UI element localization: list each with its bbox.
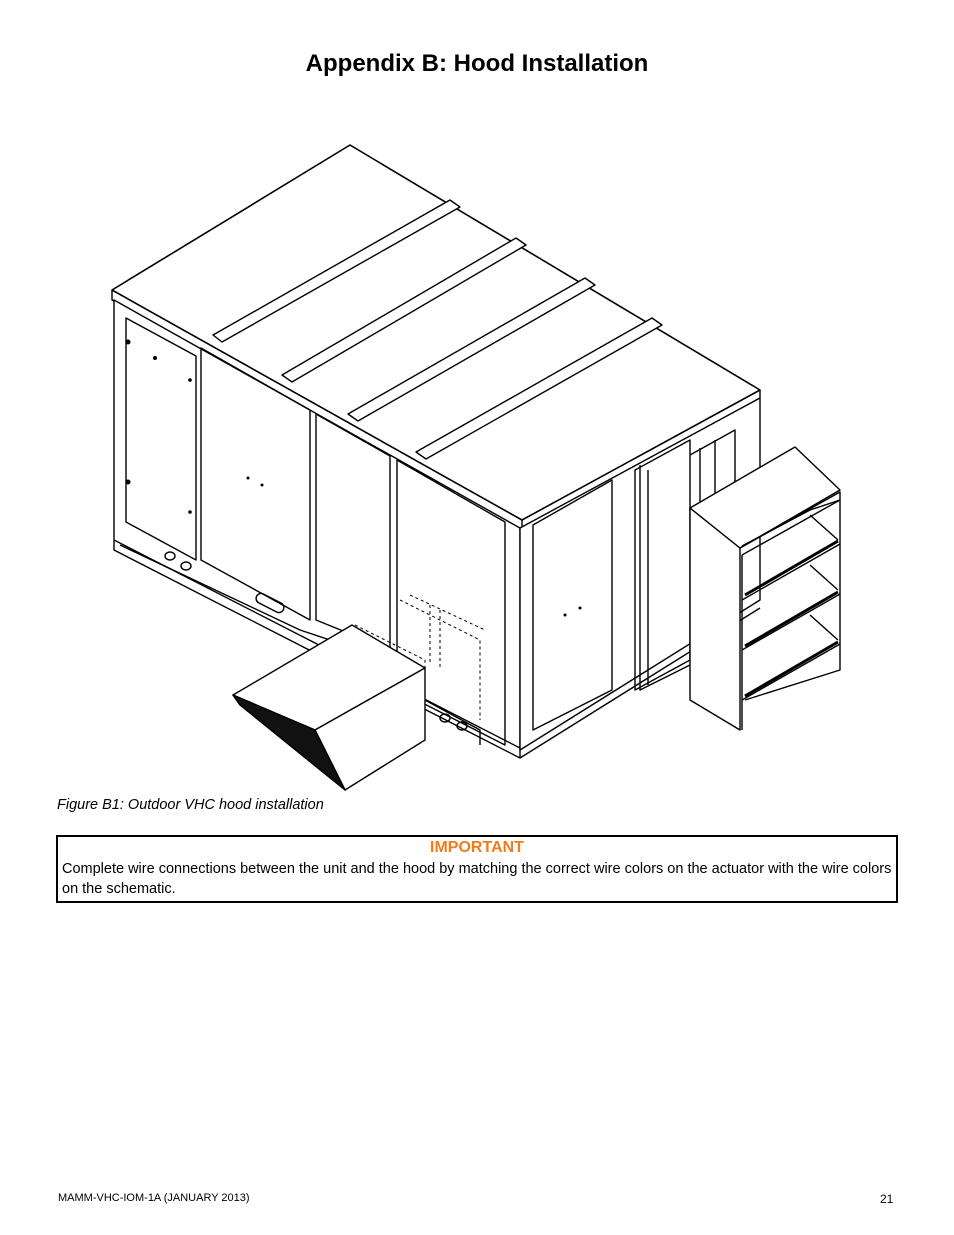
important-heading: IMPORTANT <box>430 839 524 856</box>
hvac-unit-drawing <box>100 140 860 800</box>
footer-page-number: 21 <box>880 1192 894 1206</box>
page-title: Appendix B: Hood Installation <box>305 50 649 77</box>
figure-caption: Figure B1: Outdoor VHC hood installation <box>57 797 324 813</box>
important-notice <box>56 835 898 903</box>
important-text: Complete wire connections between the unit and the hood by matching the correct wire colors on the actuator with the wire colors on the schematic. <box>62 861 892 897</box>
hood-installation-figure <box>100 140 860 800</box>
footer-document-id: MAMM-VHC-IOM-1A (JANUARY 2013) <box>58 1192 250 1204</box>
